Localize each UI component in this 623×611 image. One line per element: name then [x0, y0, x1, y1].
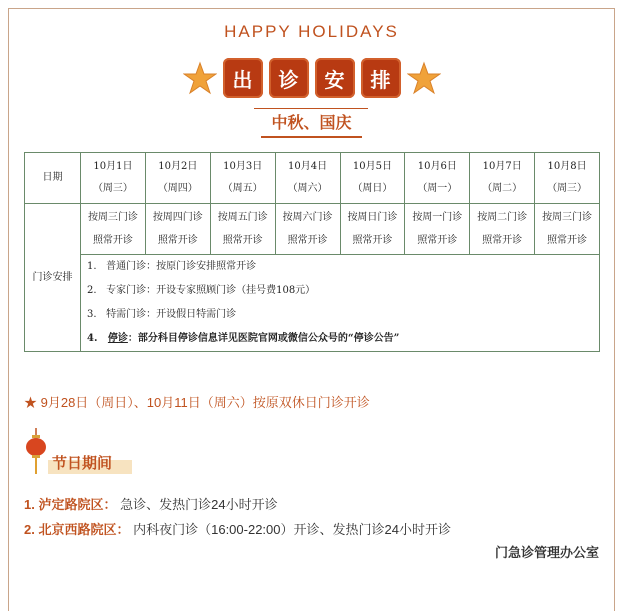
status-text: 照常开诊 [287, 235, 328, 246]
note-item: 1. 普通门诊：按原门诊安排照常开诊 [87, 261, 257, 272]
weekday-text: （周三） [547, 183, 588, 194]
holiday-item [24, 519, 451, 538]
greeting-text: HAPPY HOLIDAYS [224, 22, 399, 41]
date-text: 10月3日 [223, 161, 263, 172]
holiday-title: 节日期间 [52, 454, 113, 472]
item-site: 泸定路院区： [38, 497, 117, 512]
weekday-text: （周三） [92, 183, 133, 194]
item-text: 急诊、发热门诊24小时开诊 [120, 497, 278, 512]
date-text: 10月1日 [93, 161, 133, 172]
notes-cell [81, 255, 600, 352]
item-site: 北京西路院区： [38, 522, 130, 537]
rule-text: 按周一门诊 [412, 212, 463, 223]
rule-text: 按周六门诊 [282, 212, 333, 223]
makeup-day-note: ★ 9月28日（周日）、10月11日（周六）按原双休日门诊开诊 [24, 395, 370, 410]
clinic-cell [535, 204, 600, 255]
notes-row [25, 255, 600, 352]
title-char-1: 出 [223, 58, 263, 98]
status-text: 照常开诊 [417, 235, 458, 246]
rule-text: 按周三门诊 [542, 212, 593, 223]
clinic-cell [210, 204, 275, 255]
date-text: 10月5日 [352, 161, 392, 172]
date-cell [340, 153, 405, 204]
clinic-cell [145, 204, 210, 255]
clinic-cell [81, 204, 146, 255]
rule-text: 按周日门诊 [347, 212, 398, 223]
date-cell [405, 153, 470, 204]
date-cell [275, 153, 340, 204]
date-cell [470, 153, 535, 204]
date-cell [535, 153, 600, 204]
subtitle [0, 110, 623, 138]
rule-text: 按周三门诊 [87, 212, 138, 223]
clinic-row [25, 204, 600, 255]
note-item: 3. 特需门诊：开设假日特需门诊 [87, 309, 237, 320]
status-text: 照常开诊 [157, 235, 198, 246]
date-cell [145, 153, 210, 204]
date-text: 10月8日 [547, 161, 587, 172]
lantern-icon [24, 428, 48, 478]
footer-signature: 门急诊管理办公室 [494, 546, 599, 561]
weekday-text: （周一） [417, 183, 458, 194]
date-cell [210, 153, 275, 204]
date-text: 10月7日 [482, 161, 522, 172]
weekday-text: （周五） [222, 183, 263, 194]
title-char-2: 诊 [269, 58, 309, 98]
date-text: 10月2日 [158, 161, 198, 172]
item-number: 1. [24, 497, 35, 512]
clinic-cell [470, 204, 535, 255]
clinic-cell [405, 204, 470, 255]
date-text: 10月6日 [417, 161, 457, 172]
item-number: 2. [24, 522, 35, 537]
title-banner [0, 55, 623, 101]
date-label: 日期 [25, 153, 81, 204]
rule-text: 按周二门诊 [477, 212, 528, 223]
subtitle-text: 中秋、国庆 [261, 110, 361, 138]
status-text: 照常开诊 [352, 235, 393, 246]
weekday-text: （周四） [157, 183, 198, 194]
schedule-table [24, 152, 600, 352]
weekday-text: （周二） [482, 183, 523, 194]
status-text: 照常开诊 [92, 235, 133, 246]
status-text: 照常开诊 [482, 235, 523, 246]
date-cell [81, 153, 146, 204]
subtitle-overline [254, 108, 368, 109]
date-row [25, 153, 600, 204]
clinic-label: 门诊安排 [25, 204, 81, 352]
status-text: 照常开诊 [222, 235, 263, 246]
star-icon [407, 61, 441, 95]
holiday-item [24, 494, 278, 513]
clinic-cell [340, 204, 405, 255]
date-text: 10月4日 [288, 161, 328, 172]
note-item: 2. 专家门诊：开设专家照顾门诊（挂号费108元） [87, 285, 316, 296]
star-icon [183, 61, 217, 95]
status-text: 照常开诊 [547, 235, 588, 246]
item-text: 内科夜门诊（16:00-22:00）开诊、发热门诊24小时开诊 [133, 522, 451, 537]
rule-text: 按周四门诊 [152, 212, 203, 223]
title-char-3: 安 [315, 58, 355, 98]
weekday-text: （周日） [352, 183, 393, 194]
note-item: 4. 停诊：部分科目停诊信息详见医院官网或微信公众号的“停诊公告” [87, 333, 400, 344]
title-char-4: 排 [361, 58, 401, 98]
rule-text: 按周五门诊 [217, 212, 268, 223]
weekday-text: （周六） [287, 183, 328, 194]
clinic-cell [275, 204, 340, 255]
